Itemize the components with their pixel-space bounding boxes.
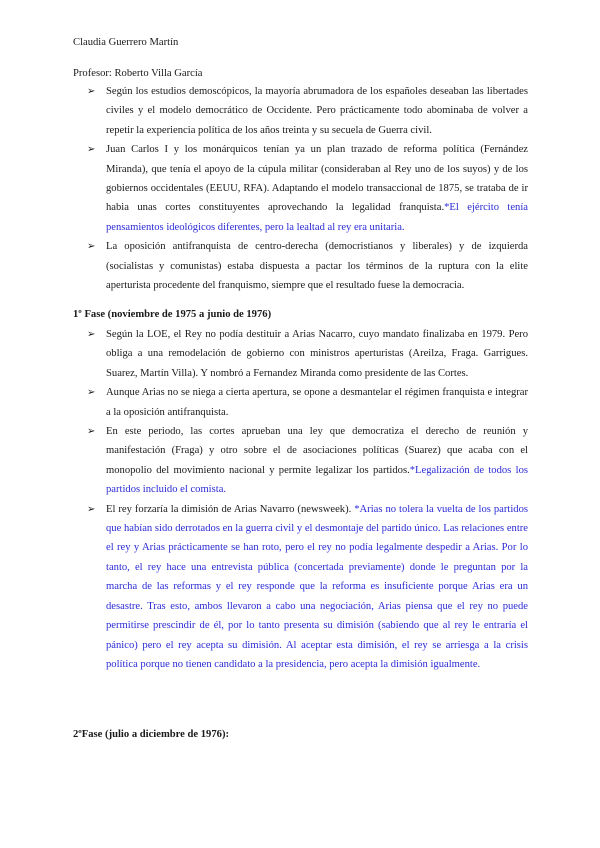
item-text: Juan Carlos I y los monárquicos tenían ya un plan trazado de reforma política (Fernández Miranda), que tenía el apoyo de la cúpula militar (consideraban al Rey uno de los suyos) y de los gobiernos occidentales (EEUU, RFA). Adaptando el modelo transaccional de 1875, se trataba de ir habia unas cortes constituyentes aprovechando la legalidad franquista.: [106, 144, 528, 214]
item-text: Según la LOE, el Rey no podía destituir a Arias Nacarro, cuyo mandato finalizaba en 1979. Pero obliga a una remodelación de gobierno con ministros aperturistas (Areilza, Fraga. Garrigues. Suarez, Martín Villa). Y nombró a Fernandez Miranda como presidente de las Cortes.: [106, 329, 528, 379]
arrow-bullet-icon: ➢: [87, 86, 96, 97]
list-item: [73, 140, 528, 237]
list-item: [73, 237, 528, 295]
item-text: Según los estudios demoscópicos, la mayoría abrumadora de los españoles deseaban las libertades civiles y el modelo democrático de Occidente. Pero prácticamente todo abominaba de volver a repetir la experiencia política de los años treinta y su secuela de Guerra civil.: [106, 86, 528, 136]
list-item: [73, 82, 528, 140]
list-item: [73, 500, 528, 675]
item-text: La oposición antifranquista de centro-derecha (democristianos y liberales) y de izquierda (socialistas y comunistas) estaba dispuesta a pactar los términos de la ruptura con la elite aperturista procedente del franquismo, siempre que el resultado fuese la democracia.: [106, 241, 528, 292]
arrow-bullet-icon: ➢: [87, 241, 96, 253]
item-note: *Legalización de todos los partidos incluido el comista.: [106, 464, 528, 496]
arrow-bullet-icon: ➢: [87, 144, 96, 156]
phase1-list: [73, 325, 528, 674]
list-item: [73, 422, 528, 500]
arrow-bullet-icon: ➢: [87, 329, 96, 340]
arrow-bullet-icon: ➢: [87, 387, 96, 399]
item-note: *Arias no tolera la vuelta de los partidos que habían sido derrotados en la guerra civil y el desmontaje del partido único. Las relaciones entre el rey y Arias prácticamente se han roto, pero el rey no podía legalmente despedir a Arias. Por lo tanto, el rey hace una entrevista pública (concertada previamente) donde le preguntan por la marcha de las reformas y el rey responde que la reforma es insuficiente porque Arias era un desastre. Tras esto, ambos llevaron a cabo una negociación, Arias piensa que el rey no puede permitirse prescindir de él, por lo tanto presenta su dimisión (sabiendo que al rey le entraría el pánico) pero el rey acepta su dimisión. Al aceptar esta dimisión, el rey se arriesga a la crisis política porque no tienen candidato a la presidencia, pero acepta la dimisión igualmente.: [106, 503, 528, 670]
phase2-heading: 2ºFase (julio a diciembre de 1976):: [73, 729, 230, 740]
professor-line: Profesor: Roberto Villa García: [73, 68, 203, 79]
item-note: *El ejército tenía pensamientos ideológicos diferentes, pero la lealtad al rey era unitaria.: [106, 202, 528, 233]
arrow-bullet-icon: ➢: [87, 503, 96, 515]
arrow-bullet-icon: ➢: [87, 426, 96, 438]
list-item: [73, 325, 528, 383]
author-name: Claudia Guerrero Martín: [73, 37, 179, 48]
list-item: [73, 383, 528, 422]
phase1-heading: 1º Fase (noviembre de 1975 a junio de 1976): [73, 309, 272, 320]
item-text: El rey forzaría la dimisión de Arias Navarro (newsweek).: [106, 503, 352, 515]
item-text: En este periodo, las cortes aprueban una ley que democratiza el derecho de reunión y manifestación (Fraga) y otro sobre el de asociaciones políticas (Suarez) que acaba con el monopolio del movimiento nacional y permite legalizar los partidos.: [106, 426, 528, 476]
intro-list: [73, 82, 528, 295]
item-text: Aunque Arias no se niega a cierta apertura, se opone a desmantelar el régimen franquista e integrar a la oposición antifranquista.: [106, 387, 528, 418]
